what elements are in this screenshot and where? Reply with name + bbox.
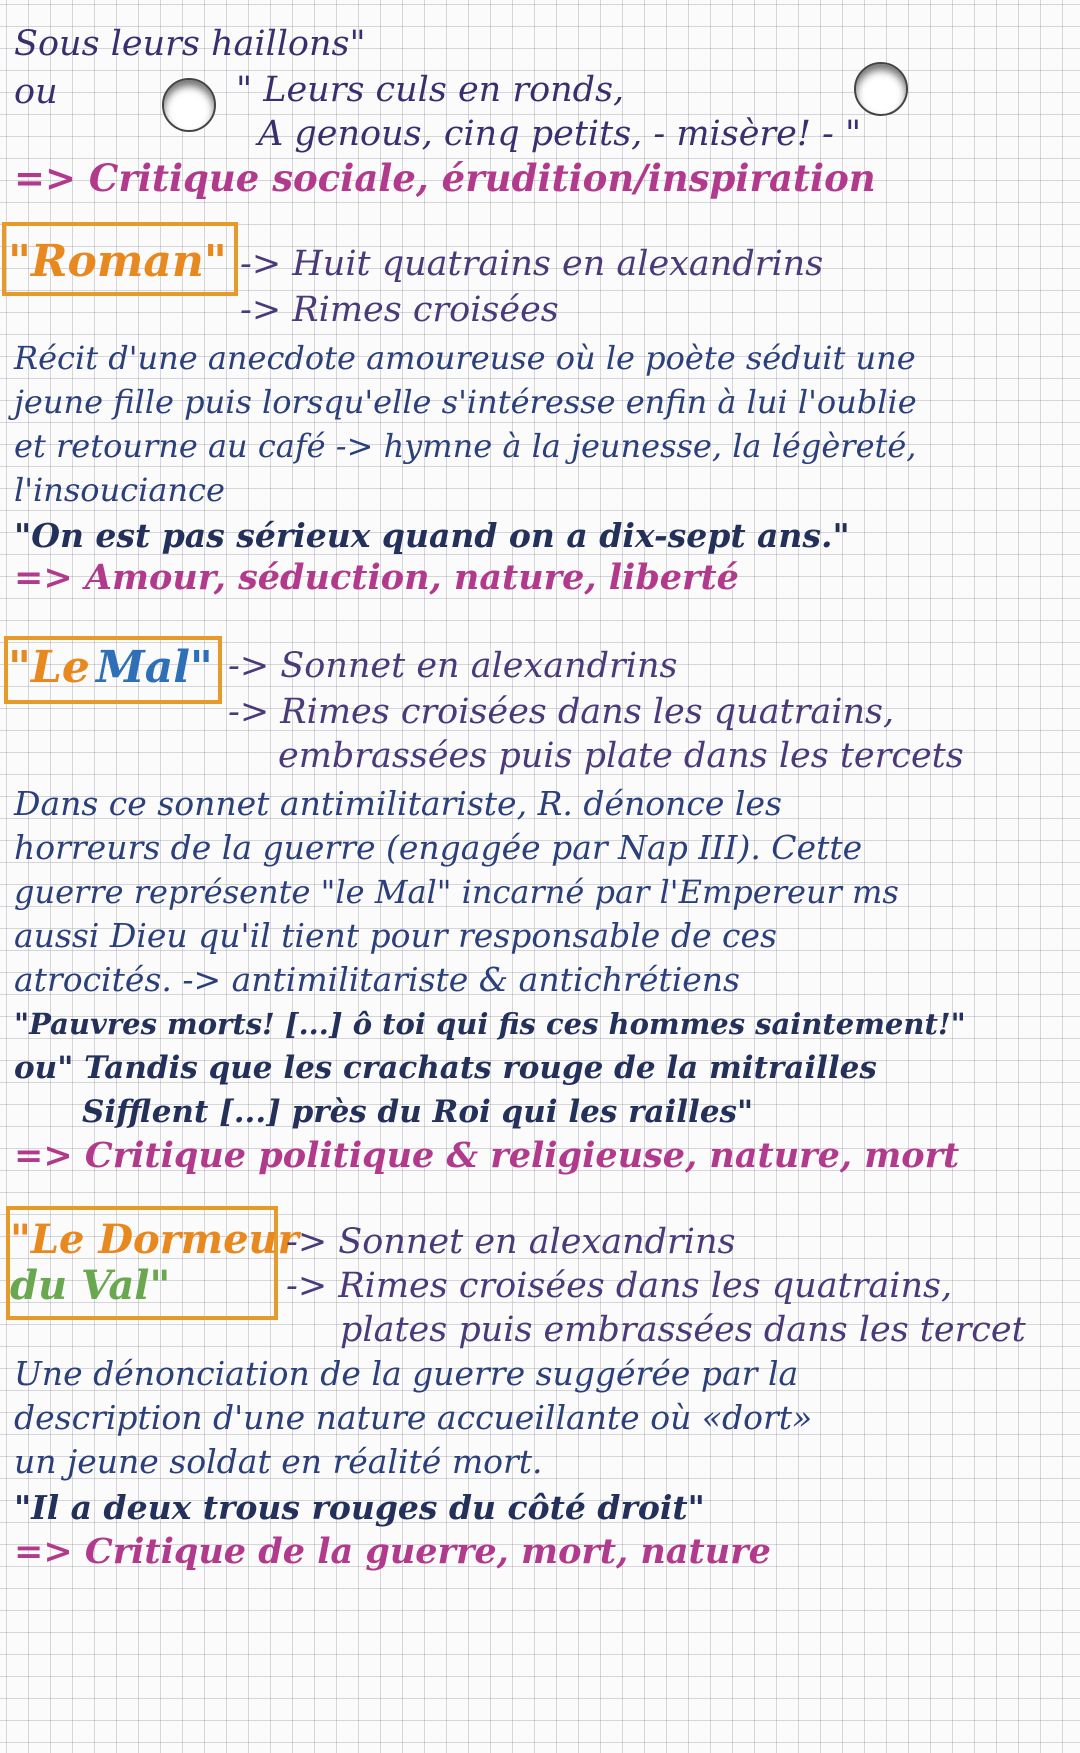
dormeur-conclusion: => Critique de la guerre, mort, nature <box>14 1531 771 1572</box>
le-mal-quote-3: Sifflent [...] près du Roi qui les railles" <box>82 1094 754 1130</box>
dormeur-title-line-1: "Le Dormeur <box>10 1216 299 1263</box>
le-mal-arrow-2: -> Rimes croisées dans les quatrains, <box>228 692 895 732</box>
roman-body-3: et retourne au café -> hymne à la jeunesse, la légèreté, <box>14 427 917 465</box>
le-mal-body-3: guerre représente "le Mal" incarné par l'Empereur ms <box>14 873 899 911</box>
roman-arrow-1: -> Huit quatrains en alexandrins <box>240 244 824 284</box>
dormeur-arrow-2: -> Rimes croisées dans les quatrains, <box>286 1266 953 1306</box>
dormeur-quote: "Il a deux trous rouges du côté droit" <box>14 1488 705 1527</box>
roman-body-2: jeune fille puis lorsqu'elle s'intéresse enfin à lui l'oublie <box>14 383 917 421</box>
roman-quote: "On est pas sérieux quand on a dix-sept ans." <box>14 516 850 555</box>
le-mal-conclusion: => Critique politique & religieuse, nature, mort <box>14 1135 960 1176</box>
roman-body-4: l'insouciance <box>14 471 225 509</box>
top-line-1: Sous leurs haillons" <box>14 24 366 64</box>
le-mal-arrow-3: embrassées puis plate dans les tercets <box>278 736 964 776</box>
roman-conclusion: => Amour, séduction, nature, liberté <box>14 557 739 598</box>
binder-hole-right <box>854 62 908 116</box>
top-conclusion: => Critique sociale, érudition/inspiration <box>14 156 876 200</box>
dormeur-body-3: un jeune soldat en réalité mort. <box>14 1442 543 1481</box>
top-line-2-prefix: ou <box>14 72 58 112</box>
roman-arrow-2: -> Rimes croisées <box>240 290 559 330</box>
top-line-3: A genous, cinq petits, - misère! - " <box>258 114 862 154</box>
dormeur-body-1: Une dénonciation de la guerre suggérée par la <box>14 1354 799 1393</box>
binder-hole-left <box>162 78 216 132</box>
le-mal-body-2: horreurs de la guerre (engagée par Nap III). Cette <box>14 828 863 867</box>
le-mal-body-1: Dans ce sonnet antimilitariste, R. dénonce les <box>14 784 782 823</box>
dormeur-title-line-2: du Val" <box>10 1262 171 1309</box>
roman-title: "Roman" <box>8 236 227 287</box>
le-mal-title-mal: Mal" <box>96 642 213 693</box>
roman-body-1: Récit d'une anecdote amoureuse où le poète séduit une <box>14 339 916 377</box>
le-mal-quote-1: "Pauvres morts! [...] ô toi qui fis ces hommes saintement!" <box>14 1007 966 1041</box>
le-mal-quote-2: ou" Tandis que les crachats rouge de la mitrailles <box>14 1050 877 1086</box>
le-mal-body-5: atrocités. -> antimilitariste & antichrétiens <box>14 960 740 999</box>
dormeur-arrow-3: plates puis embrassées dans les tercet <box>340 1310 1026 1350</box>
dormeur-body-2: description d'une nature accueillante où «dort» <box>14 1398 813 1437</box>
le-mal-title-le: "Le <box>8 642 90 693</box>
dormeur-arrow-1: -> Sonnet en alexandrins <box>286 1222 736 1262</box>
le-mal-body-4: aussi Dieu qu'il tient pour responsable de ces <box>14 916 777 955</box>
le-mal-arrow-1: -> Sonnet en alexandrins <box>228 646 678 686</box>
top-line-2-quote: " Leurs culs en ronds, <box>236 70 625 110</box>
